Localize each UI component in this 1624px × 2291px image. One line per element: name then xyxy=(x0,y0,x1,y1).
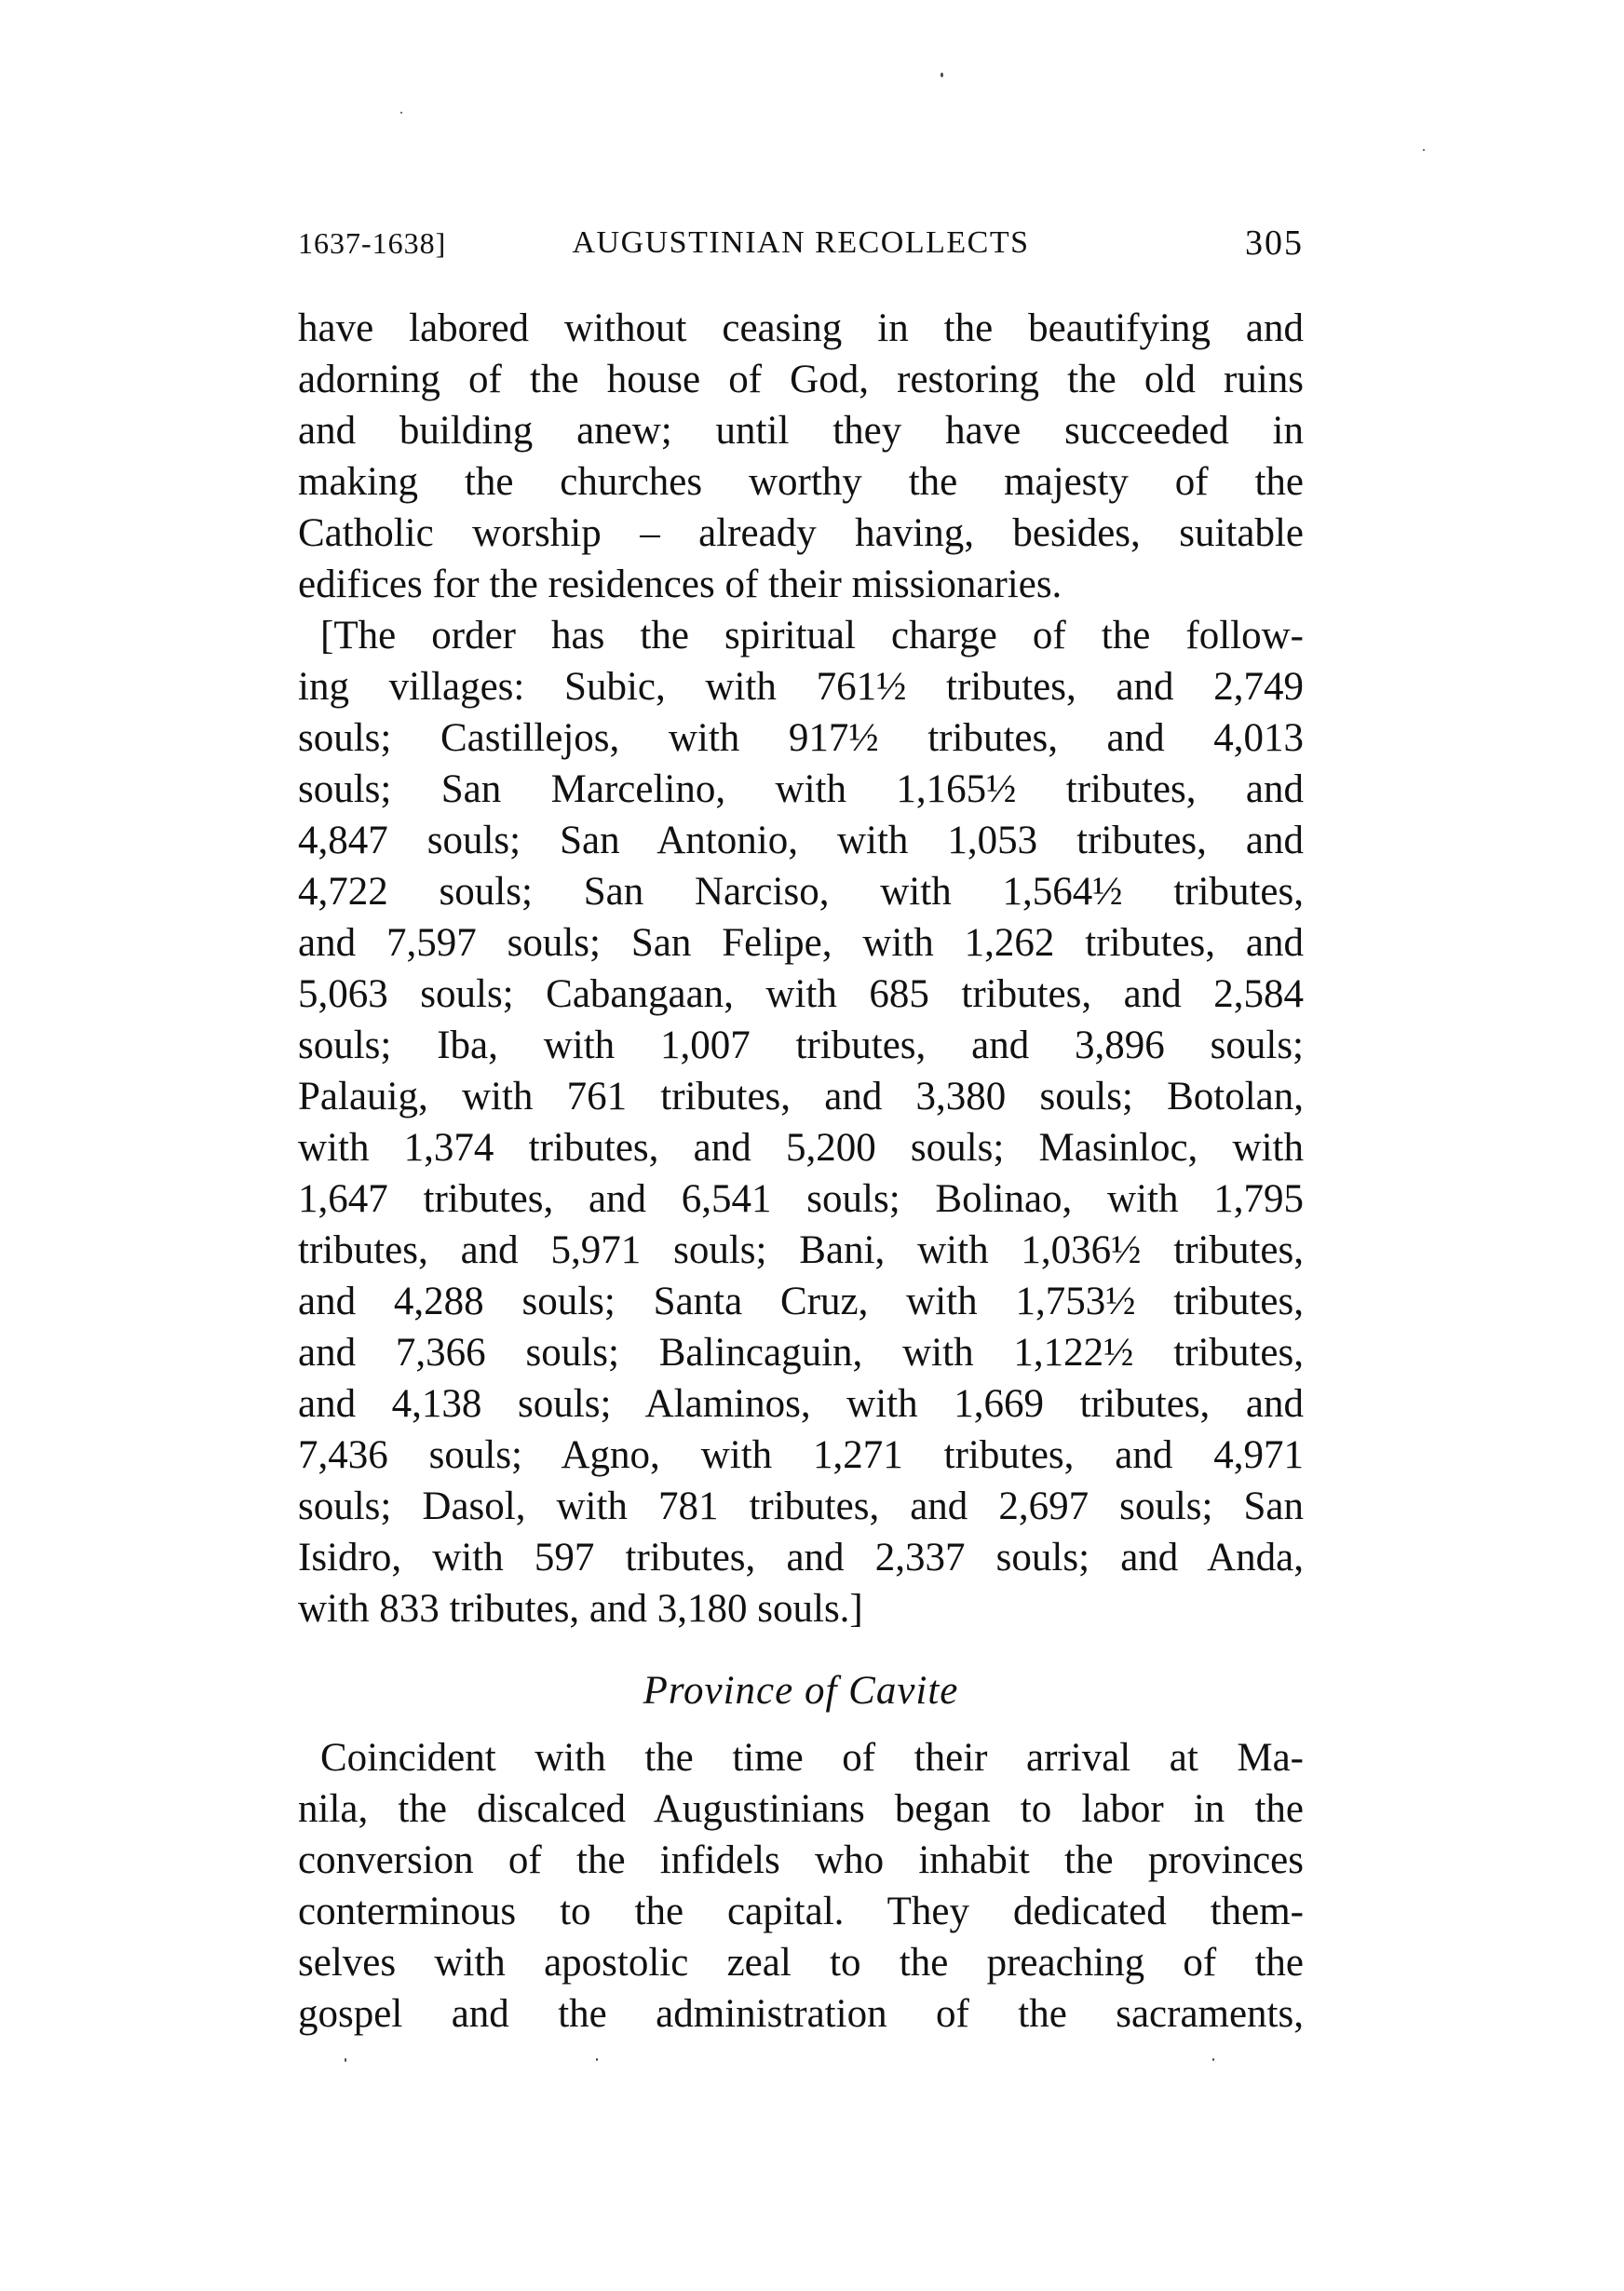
text-line: souls; Dasol, with 781 tributes, and 2,697 souls; San xyxy=(298,1484,1304,1528)
text-line: [The order has the spiritual charge of the follow- xyxy=(320,614,1304,657)
text-line: souls; Castillejos, with 917½ tributes, and 4,013 xyxy=(298,716,1304,760)
running-head-date-range: 1637-1638] xyxy=(298,226,447,260)
text-line: Palauig, with 761 tributes, and 3,380 souls; Botolan, xyxy=(298,1075,1304,1118)
text-line: selves with apostolic zeal to the preaching of the xyxy=(298,1941,1304,1985)
text-line: and 4,288 souls; Santa Cruz, with 1,753½ tributes, xyxy=(298,1280,1304,1323)
text-line: gospel and the administration of the sacraments, xyxy=(298,1992,1304,2036)
text-line: 5,063 souls; Cabangaan, with 685 tributes, and 2,584 xyxy=(298,972,1304,1016)
scan-speck xyxy=(345,2058,346,2062)
scan-speck xyxy=(1212,2058,1214,2061)
text-line: Isidro, with 597 tributes, and 2,337 souls; and Anda, xyxy=(298,1536,1304,1579)
text-line: and building anew; until they have succeeded in xyxy=(298,409,1304,453)
text-line: 1,647 tributes, and 6,541 souls; Bolinao, with 1,795 xyxy=(298,1177,1304,1221)
text-line: and 7,366 souls; Balincaguin, with 1,122½ tributes, xyxy=(298,1331,1304,1375)
text-line: souls; Iba, with 1,007 tributes, and 3,896 souls; xyxy=(298,1023,1304,1067)
text-line: nila, the discalced Augustinians began to labor in the xyxy=(298,1787,1304,1831)
text-line: and 7,597 souls; San Felipe, with 1,262 tributes, and xyxy=(298,921,1304,965)
text-line: have labored without ceasing in the beautifying and xyxy=(298,306,1304,350)
scan-speck xyxy=(1423,149,1425,151)
text-line: Coincident with the time of their arrival at Ma- xyxy=(320,1736,1304,1780)
text-line: making the churches worthy the majesty of the xyxy=(298,460,1304,504)
text-line: 7,436 souls; Agno, with 1,271 tributes, and 4,971 xyxy=(298,1433,1304,1477)
scan-speck xyxy=(596,2058,598,2061)
text-line: conterminous to the capital. They dedicated them- xyxy=(298,1890,1304,1933)
text-line: tributes, and 5,971 souls; Bani, with 1,036½ tributes, xyxy=(298,1228,1304,1272)
section-heading: Province of Cavite xyxy=(643,1669,959,1713)
text-line: 4,847 souls; San Antonio, with 1,053 tributes, and xyxy=(298,819,1304,862)
text-line: and 4,138 souls; Alaminos, with 1,669 tributes, and xyxy=(298,1382,1304,1426)
text-line: adorning of the house of God, restoring the old ruins xyxy=(298,358,1304,401)
running-head-title: AUGUSTINIAN RECOLLECTS xyxy=(572,225,1030,260)
text-line: edifices for the residences of their missionaries. xyxy=(298,563,1062,606)
scan-speck xyxy=(400,112,402,114)
text-line: souls; San Marcelino, with 1,165½ tributes, and xyxy=(298,767,1304,811)
running-head xyxy=(298,220,1304,266)
scan-speck xyxy=(941,73,943,77)
text-line: with 1,374 tributes, and 5,200 souls; Masinloc, with xyxy=(298,1126,1304,1170)
text-line: 4,722 souls; San Narciso, with 1,564½ tributes, xyxy=(298,870,1304,914)
text-line: with 833 tributes, and 3,180 souls.] xyxy=(298,1587,863,1631)
text-line: conversion of the infidels who inhabit the provinces xyxy=(298,1838,1304,1882)
text-line: Catholic worship – already having, besides, suitable xyxy=(298,511,1304,555)
page-number: 305 xyxy=(1245,224,1304,263)
text-line: ing villages: Subic, with 761½ tributes, and 2,749 xyxy=(298,665,1304,709)
